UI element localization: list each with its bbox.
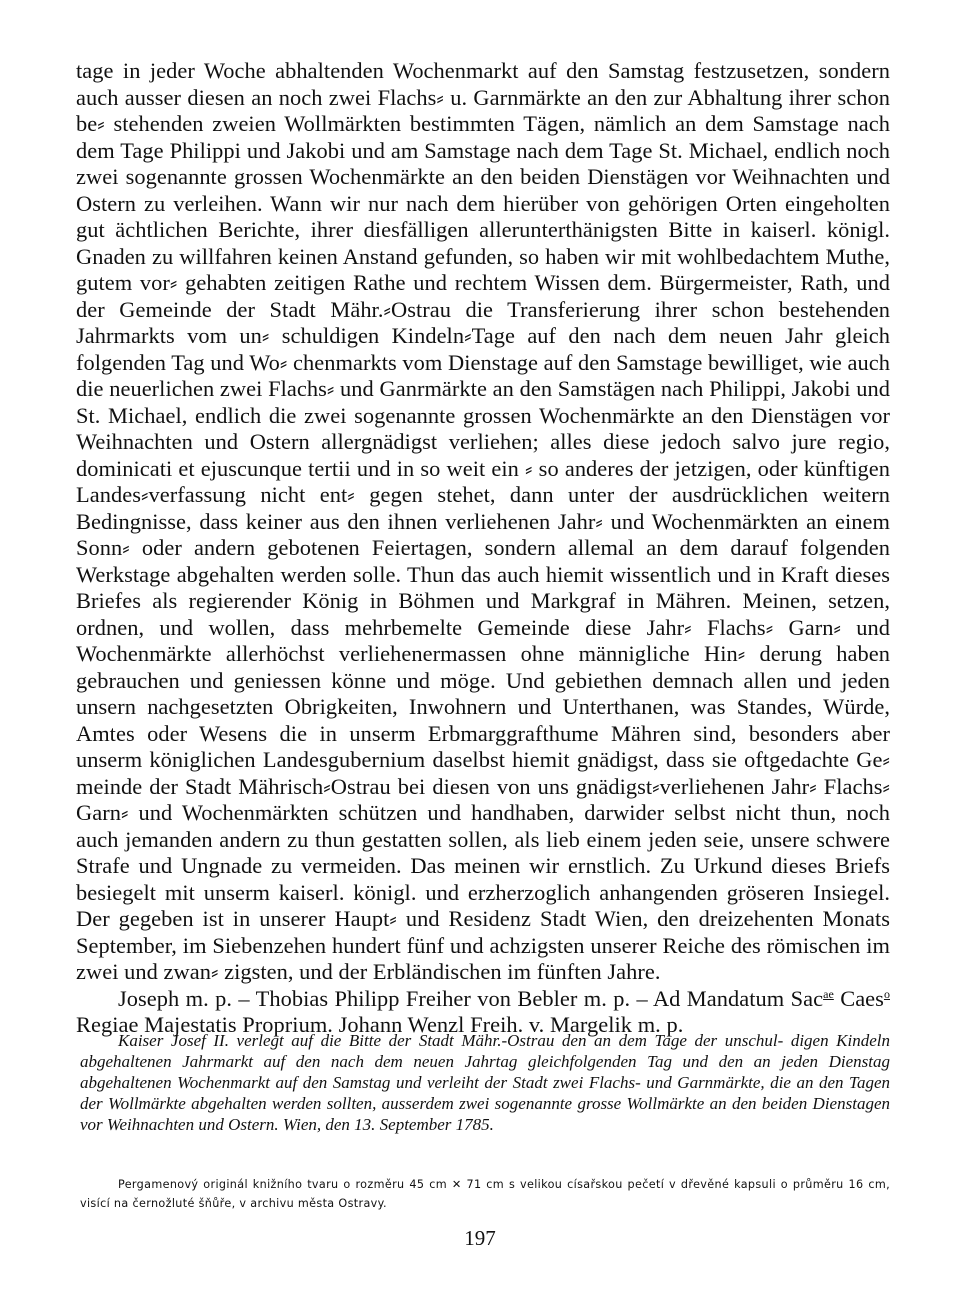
archival-note bbox=[80, 1175, 890, 1213]
superscript-o: o bbox=[883, 986, 890, 1001]
superscript-ae: ae bbox=[823, 986, 834, 1001]
regest-summary bbox=[80, 1030, 890, 1135]
page-number: 197 bbox=[464, 1226, 496, 1250]
signature-end: Regiae Majestatis Proprium. Johann Wenzl Freih. v. Margelik m. p. bbox=[76, 1012, 684, 1037]
signature-mid: Caes bbox=[833, 985, 884, 1011]
charter-text bbox=[76, 58, 890, 1039]
charter-paragraph: tage in jeder Woche abhaltenden Wochenmarkt auf den Samstag festzusetzen, sondern auch ausser diesen an noch zwei Flachs⸗ u. Garnmärkte an den zur Abhaltung ihrer schon be⸗ stehenden zweien Wollmärkten bestimmten Tägen, nämlich an dem Samstage nach dem Tage Philippi und Jakobi und am Samstage nach dem Tage St. Michael, endlich noch zwei sogenannte grossen Wochenmärkte an den beiden Dienstägen vor Weihnachten und Ostern zu verleihen. Wann wir nur nach dem hierüber von gehörigen Orten eingeholten gut ächtlichen Berichte, ihrer diesfälligen allerunterthänigsten Bitte in kaiserl. königl. Gnaden zu willfahren keinen Anstand gefunden, so haben wir mit wohlbedachtem Muthe, gutem vor⸗ gehabten zeitigen Rathe und rechtem Wissen dem. Bürgermeister, Rath, und der Gemeinde der Stadt Mähr.⸗Ostrau die Transferierung ihrer schon bestehenden Jahrmarkts vom un⸗ schuldigen Kindeln⸗Tage auf den nach dem neuen Jahr gleich folgenden Tag und Wo⸗ chenmarkts vom Dienstage auf den Samstage bewilliget, wie auch die neuerlichen zwei Flachs⸗ und Ganrmärkte an den Samstägen nach Philippi, Jakobi und St. Michael, endlich die zwei sogenannte grossen Wochenmärkte an den Dienstägen vor Weihnachten und Ostern allergnädigst verliehen; alles diese jedoch salvo jure regio, dominicati et ejuscunque tertii und in so weit ein ⸗ so anderes der jetzigen, oder künftigen Landes⸗verfassung nicht ent⸗ gegen stehet, dann unter der ausdrücklichen weitern Bedingnisse, dass keiner aus den ihnen verliehenen Jahr⸗ und Wochenmärkten an einem Sonn⸗ oder andern gebotenen Feiertagen, sondern allemal an dem darauf folgenden Werkstage abgehalten werden solle. Thun das auch hiemit wissentlich und in Kraft dieses Briefes als regierender König in Böhmen und Markgraf in Mähren. Meinen, setzen, ordnen, und wollen, dass mehrbemelte Gemeinde diese Jahr⸗ Flachs⸗ Garn⸗ und Wochenmärkte allerhöchst verliehenermassen ohne männigliche Hin⸗ derung haben gebrauchen und geniessen könne und möge. Und gebiethen demnach allen und jeden unsern nachgesetzten Obrigkeiten, Inwohnern und Unterthanen, was Standes, Würde, Amtes oder Wesens die in unserm Erbmarggrafthume Mähren sind, besonders aber unserm königlichen Landesgubernium daselbst hiemit gnädigst, dass sie oftgedachte Ge⸗ meinde der Stadt Mährisch⸗Ostrau bei diesen von uns gnädigst⸗verliehenen Jahr⸗ Flachs⸗ Garn⸗ und Wochenmärkten schützen und handhaben, darwider selbst nicht thun, noch auch jemanden andern zu thun gestatten sollen, als lieb einem jeden seie, unsere schwere Strafe und Ungnade zu vermeiden. Das meinen wir ernstlich. Zu Urkund dieses Briefs besiegelt mit unserm kaiserl. königl. und erzherzoglich anhangenden gröseren Insiegel. Der gegeben ist in unserer Haupt⸗ und Residenz Stadt Wien, den dreizehenten Monats September, im Siebenzehen hundert fünf und achzigsten unserer Reiche des römischen im zwei und zwan⸗ zigsten, und der Erbländischen im fünften Jahre. bbox=[76, 58, 890, 984]
signature-text: Joseph m. p. – Thobias Philipp Freiher von Bebler m. p. – Ad Mandatum Sac bbox=[118, 985, 824, 1011]
summary-paragraph: Kaiser Josef II. verlegt auf die Bitte der Stadt Mähr.-Ostrau den an dem Tage der unschul- digen Kindeln abgehaltenen Jahrmarkt auf den nach dem neuen Jahrtag gleichfolgenden Tag und den an jeden Dienstag abgehaltenen Wochenmarkt auf den Samstag und verleiht der Stadt zwei Flachs- und Garnmärkte, die an den Tagen der Wollmärkte abgehalten werden sollten, ausserdem zwei sogenannte grosse Wollmärkte an den beiden Dienstagen vor Weihnachten und Ostern. Wien, den 13. September 1785. bbox=[80, 1031, 890, 1134]
archival-note-text: Pergamenový originál knižního tvaru o rozměru 45 cm ✕ 71 cm s velikou císařskou pečetí v dřevěné kapsuli o průměru 16 cm, visící na černožluté šňůře, v archivu města Ostravy. bbox=[80, 1178, 890, 1210]
